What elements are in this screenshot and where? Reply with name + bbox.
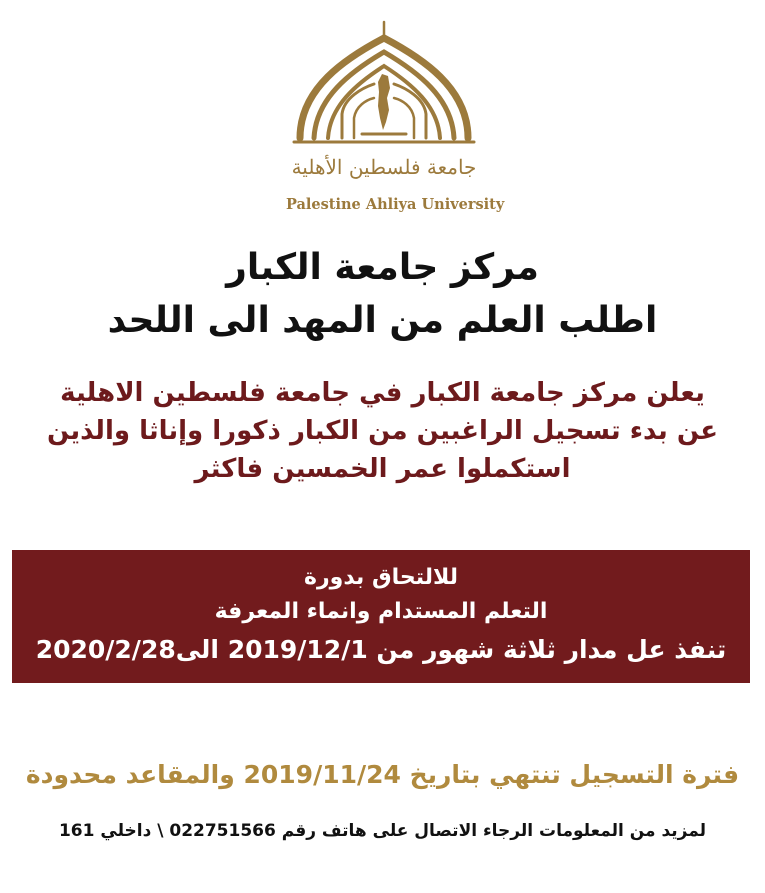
banner-line-1: للالتحاق بدورة <box>304 565 458 590</box>
course-banner <box>12 550 750 683</box>
announcement-line-3: استكملوا عمر الخمسين فاكثر <box>194 454 571 484</box>
university-logo <box>286 18 505 218</box>
page-title: مركز جامعة الكبار <box>226 247 539 288</box>
course-dates: تنفذ عل مدار ثلاثة شهور من 2019/12/1 الى2020/2/28 <box>35 635 727 664</box>
registration-deadline: فترة التسجيل تنتهي بتاريخ 2019/11/24 والمقاعد محدودة <box>25 760 740 789</box>
logo-arabic-name: جامعة فلسطين الأهلية <box>291 155 477 179</box>
announcement-line-1: يعلن مركز جامعة الكبار في جامعة فلسطين الاهلية <box>60 378 705 408</box>
page-subtitle: اطلب العلم من المهد الى اللحد <box>107 300 658 341</box>
contact-info: لمزيد من المعلومات الرجاء الاتصال على هاتف رقم 022751566 \ داخلي 161 <box>58 821 707 841</box>
logo-english-name: Palestine Ahliya University <box>286 196 505 213</box>
dome-emblem-icon <box>286 18 482 186</box>
course-name: التعلم المستدام وانماء المعرفة <box>214 599 548 624</box>
announcement-line-2: عن بدء تسجيل الراغبين من الكبار ذكورا وإناثا والذين <box>47 416 718 446</box>
